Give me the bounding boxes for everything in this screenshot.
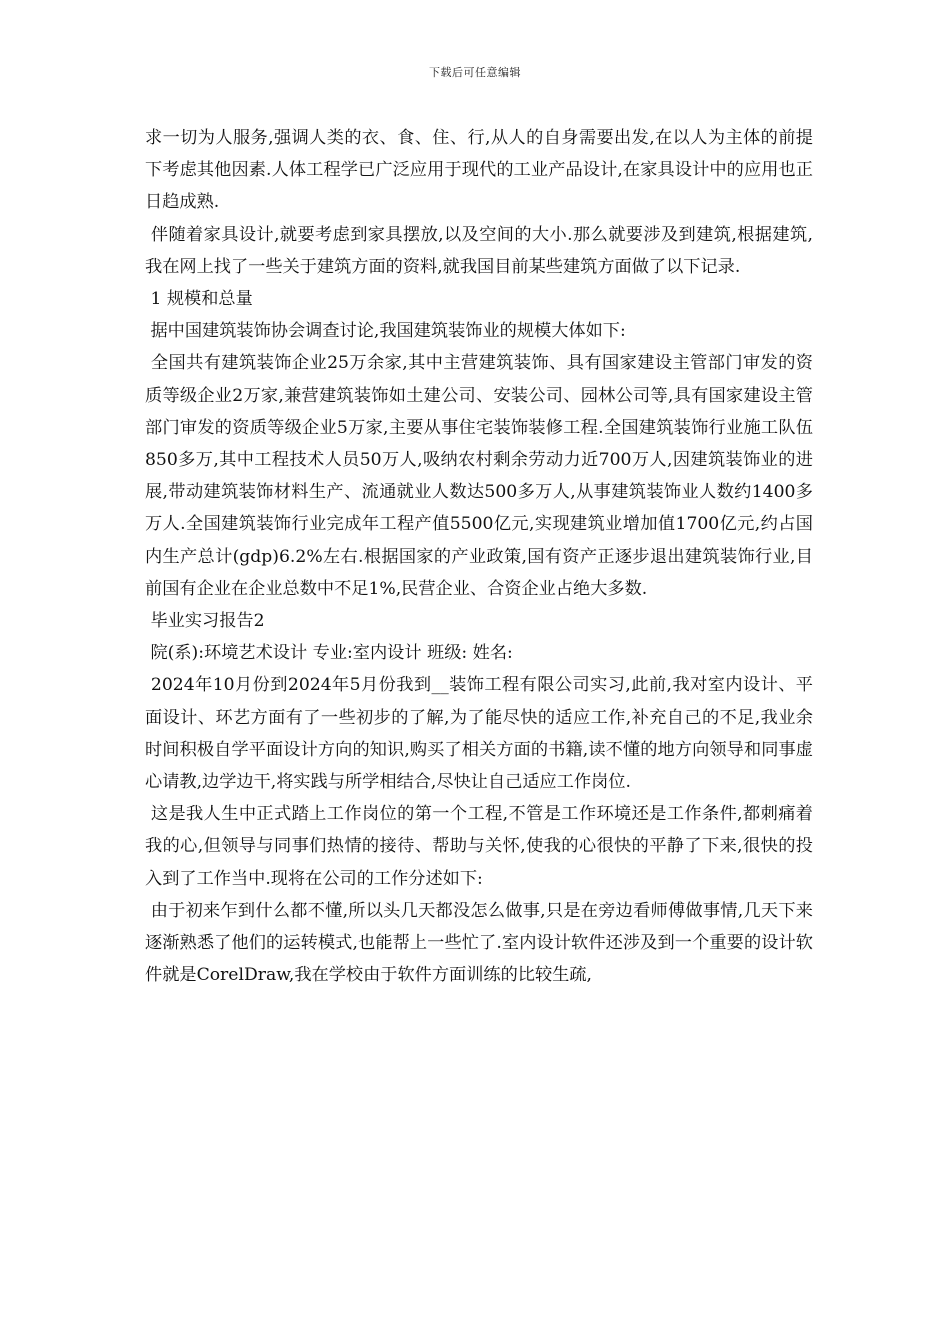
document-body — [145, 122, 813, 991]
paragraph: 由于初来乍到什么都不懂,所以头几天都没怎么做事,只是在旁边看师傅做事情,几天下来逐渐熟悉了他们的运转模式,也能帮上一些忙了.室内设计软件还涉及到一个重要的设计软件就是CorelDraw,我在学校由于软件方面训练的比较生疏, — [145, 900, 813, 986]
report-title: 毕业实习报告2 — [145, 611, 265, 632]
section-heading: 1 规模和总量 — [145, 289, 253, 310]
paragraph: 伴随着家具设计,就要考虑到家具摆放,以及空间的大小.那么就要涉及到建筑,根据建筑,我在网上找了一些关于建筑方面的资料,就我国目前某些建筑方面做了以下记录. — [145, 224, 813, 277]
paragraph: 这是我人生中正式踏上工作岗位的第一个工程,不管是工作环境还是工作条件,都刺痛着我的心,但领导与同事们热情的接待、帮助与关怀,使我的心很快的平静了下来,很快的投入到了工作当中.现将在公司的工作分述如下: — [145, 804, 813, 889]
paragraph: 求一切为人服务,强调人类的衣、食、住、行,从人的自身需要出发,在以人为主体的前提下考虑其他因素.人体工程学已广泛应用于现代的工业产品设计,在家具设计中的应用也正日趋成熟. — [145, 128, 813, 213]
report-info-line: 院(系):环境艺术设计 专业:室内设计 班级: 姓名: — [145, 643, 513, 664]
paragraph: 据中国建筑装饰协会调查讨论,我国建筑装饰业的规模大体如下: — [145, 321, 626, 342]
paragraph: 2024年10月份到2024年5月份我到__装饰工程有限公司实习,此前,我对室内设计、平面设计、环艺方面有了一些初步的了解,为了能尽快的适应工作,补充自己的不足,我业余时间积极自学平面设计方向的知识,购买了相关方面的书籍,读不懂的地方向领导和同事虚心请教,边学边干,将实践与所学相结合,尽快让自己适应工作岗位. — [145, 675, 813, 793]
page-header: 下载后可任意编辑 — [429, 66, 521, 79]
paragraph: 全国共有建筑装饰企业25万余家,其中主营建筑装饰、具有国家建设主管部门审发的资质等级企业2万家,兼营建筑装饰如土建公司、安装公司、园林公司等,具有国家建设主管部门审发的资质等级企业5万家,主要从事住宅装饰装修工程.全国建筑装饰行业施工队伍850多万,其中工程技术人员50万人,吸纳农村剩余劳动力近700万人,因建筑装饰业的进展,带动建筑装饰材料生产、流通就业人数达500多万人,从事建筑装饰业人数约1400多万人.全国建筑装饰行业完成年工程产值5500亿元,实现建筑业增加值1700亿元,约占国内生产总计(gdp)6.2%左右.根据国家的产业政策,国有资产正逐步退出建筑装饰行业,目前国有企业在企业总数中不足1%,民营企业、合资企业占绝大多数. — [145, 353, 813, 599]
